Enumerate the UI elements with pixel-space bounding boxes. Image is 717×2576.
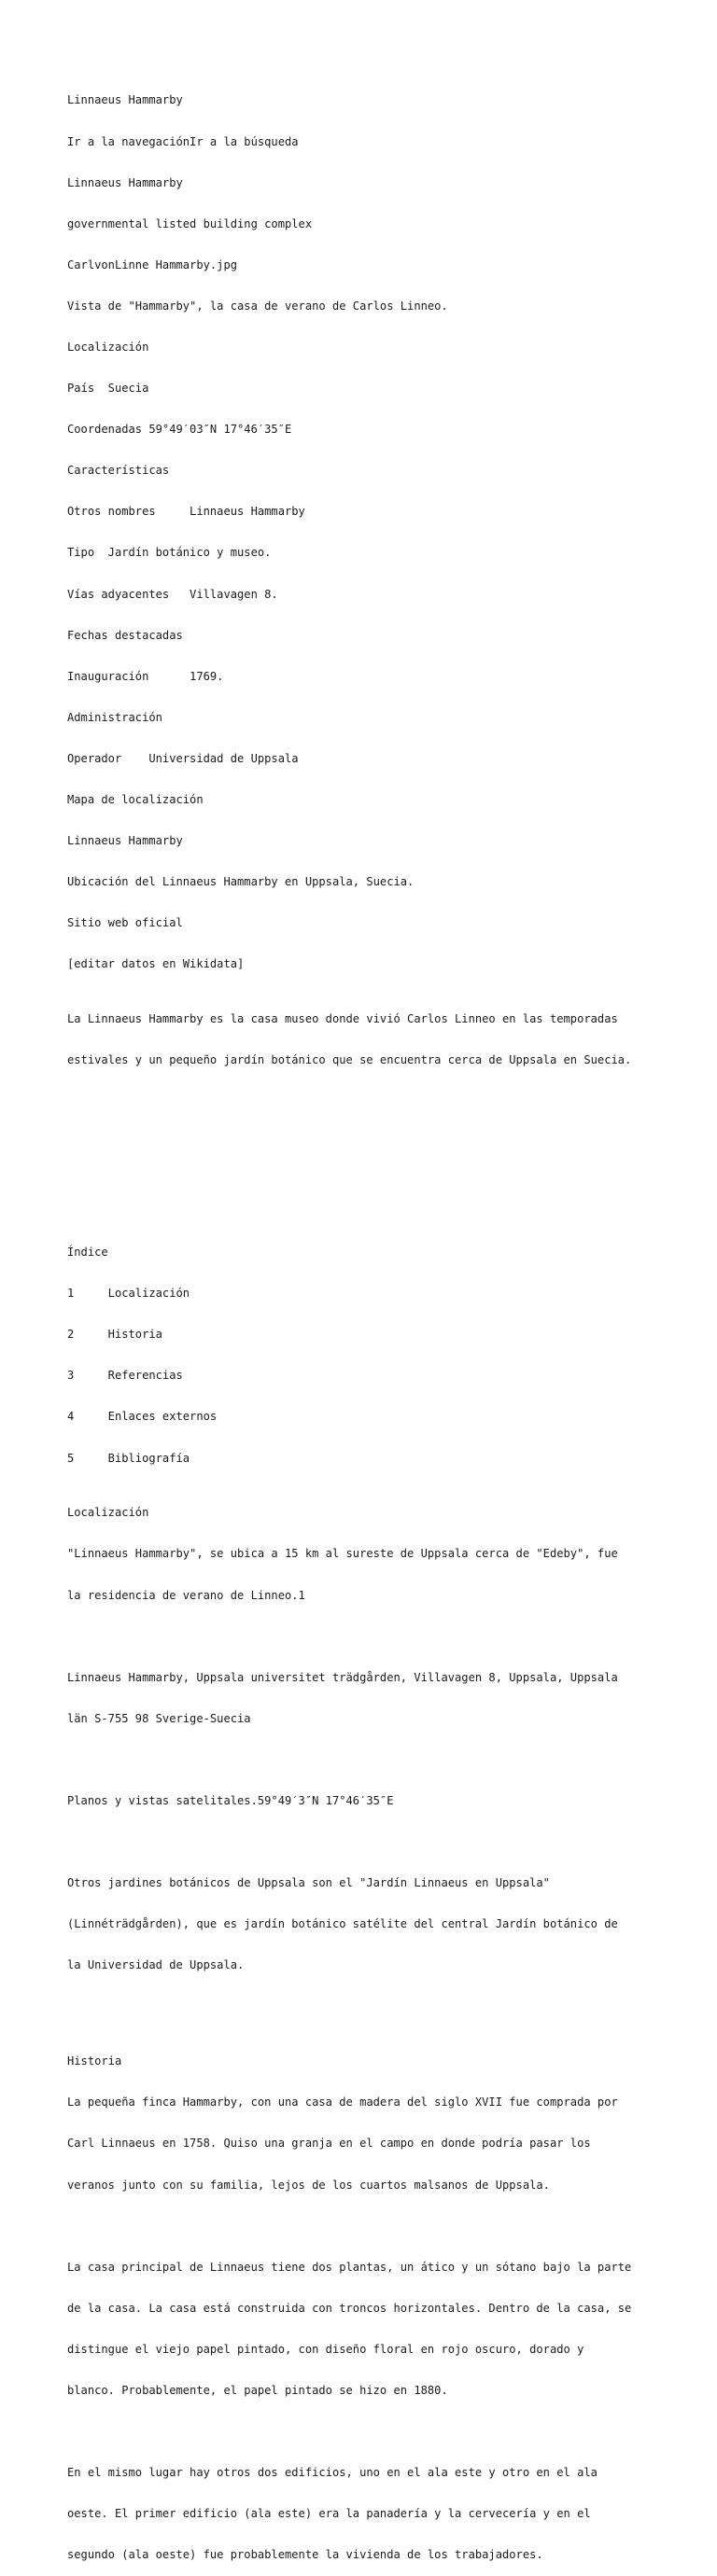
infobox-dates-header: Fechas destacadas xyxy=(67,628,183,642)
spacer xyxy=(67,1630,665,1644)
paragraph-line: Otros jardines botánicos de Uppsala son el "Jardín Linnaeus en Uppsala" xyxy=(67,1876,550,1890)
paragraph-line: En el mismo lugar hay otros dos edificios, uno en el ala este y otro en el ala xyxy=(67,2466,598,2480)
satellite-coordinates-line[interactable]: Planos y vistas satelitales.59°49′3″N 17°46′35″E xyxy=(67,1793,394,1807)
toc-title: Índice xyxy=(67,1246,108,1260)
navigation-links[interactable]: Ir a la navegaciónIr a la búsqueda xyxy=(67,134,299,148)
intro-line: estivales y un pequeño jardín botánico que se encuentra cerca de Uppsala en Suecia. xyxy=(67,1053,632,1067)
paragraph-line: segundo (ala oeste) fue probablemente la vivienda de los trabajadores. xyxy=(67,2548,543,2562)
toc-item-enlaces-externos[interactable]: 4 Enlaces externos xyxy=(67,1410,218,1424)
paragraph-line: distingue el viejo papel pintado, con diseño floral en rojo oscuro, dorado y xyxy=(67,2342,584,2356)
paragraph-line: la Universidad de Uppsala. xyxy=(67,1958,245,1972)
infobox-edit-link[interactable]: [editar datos en Wikidata] xyxy=(67,957,245,971)
infobox-type: Tipo Jardín botánico y museo. xyxy=(67,546,272,560)
infobox-features-header: Características xyxy=(67,464,170,478)
infobox-admin-header: Administración xyxy=(67,710,162,724)
spacer xyxy=(67,1999,665,2013)
intro-line: La Linnaeus Hammarby es la casa museo donde vivió Carlos Linneo en las temporadas xyxy=(67,1012,618,1026)
infobox-map-header: Mapa de localización xyxy=(67,793,204,806)
infobox-image-file[interactable]: CarlvonLinne Hammarby.jpg xyxy=(67,258,238,272)
paragraph-line: La casa principal de Linnaeus tiene dos plantas, un ático y un sótano bajo la parte xyxy=(67,2260,632,2274)
section-heading-historia: Historia xyxy=(67,2054,122,2068)
infobox-location-header: Localización xyxy=(67,340,149,354)
spacer xyxy=(67,1149,665,1163)
toc-item-referencias[interactable]: 3 Referencias xyxy=(67,1369,183,1383)
spacer xyxy=(67,2220,665,2234)
section-heading-localizacion: Localización xyxy=(67,1506,149,1520)
infobox-coordinates[interactable]: Coordenadas 59°49′03″N 17°46′35″E xyxy=(67,423,292,437)
infobox-country: País Suecia xyxy=(67,382,149,396)
paragraph-line: "Linnaeus Hammarby", se ubica a 15 km al sureste de Uppsala cerca de "Edeby", fue xyxy=(67,1547,618,1561)
paragraph-line: la residencia de verano de Linneo.1 xyxy=(67,1588,305,1602)
spacer xyxy=(67,1191,665,1204)
toc-item-localizacion[interactable]: 1 Localización xyxy=(67,1287,190,1301)
toc-item-bibliografia[interactable]: 5 Bibliografía xyxy=(67,1451,190,1465)
infobox-inauguration: Inauguración 1769. xyxy=(67,669,224,683)
infobox-name: Linnaeus Hammarby xyxy=(67,175,183,189)
address-line: län S-755 98 Sverige-Suecia xyxy=(67,1711,251,1725)
spacer xyxy=(67,2425,665,2439)
address-line: Linnaeus Hammarby, Uppsala universitet trädgården, Villavagen 8, Uppsala, Uppsala xyxy=(67,1670,618,1684)
document-body xyxy=(67,66,665,2576)
infobox-subtitle: governmental listed building complex xyxy=(67,216,313,230)
toc-item-historia[interactable]: 2 Historia xyxy=(67,1328,162,1342)
paragraph-line: La pequeña finca Hammarby, con una casa de madera del siglo XVII fue comprada por xyxy=(67,2096,618,2110)
paragraph-line: Carl Linnaeus en 1758. Quiso una granja en el campo en donde podría pasar los xyxy=(67,2137,591,2151)
paragraph-line: (Linnéträdgården), que es jardín botánico satélite del central Jardín botánico de xyxy=(67,1917,618,1931)
infobox-operator: Operador Universidad de Uppsala xyxy=(67,751,299,765)
spacer xyxy=(67,1108,665,1122)
spacer xyxy=(67,1835,665,1849)
paragraph-line: oeste. El primer edificio (ala este) era la panadería y la cervecería y en el xyxy=(67,2507,591,2521)
infobox-image-caption: Vista de "Hammarby", la casa de verano de Carlos Linneo. xyxy=(67,299,448,313)
infobox-website-link[interactable]: Sitio web oficial xyxy=(67,916,183,930)
spacer xyxy=(67,1753,665,1767)
paragraph-line: de la casa. La casa está construida con troncos horizontales. Dentro de la casa, se xyxy=(67,2301,632,2315)
paragraph-line: blanco. Probablemente, el papel pintado se hizo en 1880. xyxy=(67,2383,448,2397)
paragraph-line: veranos junto con su familia, lejos de los cuartos malsanos de Uppsala. xyxy=(67,2178,550,2192)
infobox-other-names: Otros nombres Linnaeus Hammarby xyxy=(67,505,305,519)
infobox-adjacent-roads: Vías adyacentes Villavagen 8. xyxy=(67,587,278,601)
infobox-map-caption: Ubicación del Linnaeus Hammarby en Uppsala, Suecia. xyxy=(67,875,415,889)
article-title: Linnaeus Hammarby xyxy=(67,93,183,107)
infobox-map-name: Linnaeus Hammarby xyxy=(67,834,183,848)
